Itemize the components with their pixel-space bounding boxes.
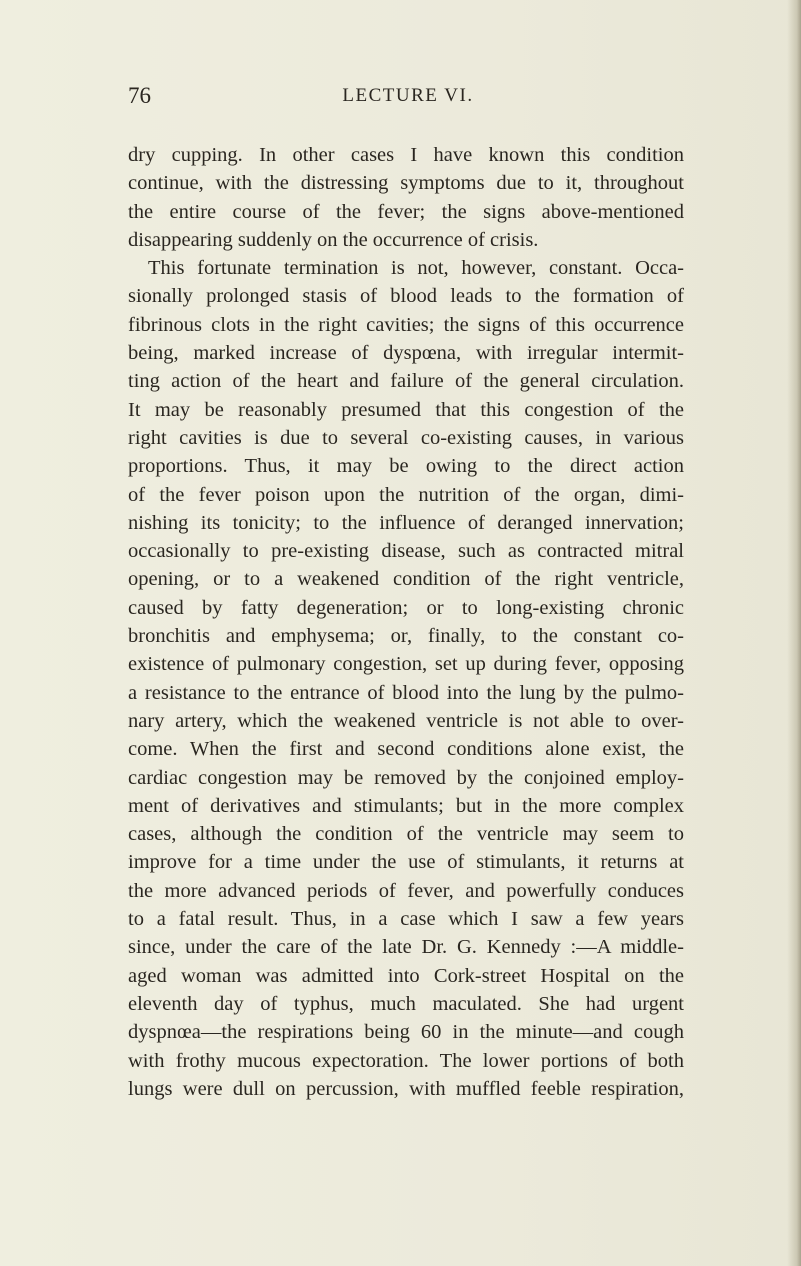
text-line: cardiac congestion may be removed by the conjoined employ- [128,766,684,789]
text-line: being, marked increase of dyspœna, with irregular intermit- [128,342,684,365]
text-line: opening, or to a weakened condition of the right ventricle, [128,568,684,591]
text-line: improve for a time under the use of stimulants, it returns at [128,851,684,874]
text-line: dry cupping. In other cases I have known this condition [128,144,684,166]
text-line: It may be reasonably presumed that this congestion of the [128,398,684,421]
text-line: nary artery, which the weakened ventricle is not able to over- [128,709,684,732]
running-head: LECTURE VI. [342,85,474,106]
text-line: of the fever poison upon the nutrition of the organ, dimi- [128,483,684,506]
text-line: to a fatal result. Thus, in a case which I saw a few years [128,908,684,931]
text-line: proportions. Thus, it may be owing to the direct action [128,455,684,478]
text-line: caused by fatty degeneration; or to long-existing chronic [128,596,684,619]
text-line: right cavities is due to several co-existing causes, in various [128,426,684,449]
text-line: lungs were dull on percussion, with muffled feeble respiration, [128,1077,684,1100]
page-header [128,83,688,113]
text-line: eleventh day of typhus, much maculated. She had urgent [128,992,684,1015]
text-line: the entire course of the fever; the signs above-mentioned [128,200,684,223]
text-line: with frothy mucous expectoration. The lower portions of both [128,1049,684,1072]
text-line: continue, with the distressing symptoms due to it, throughout [128,172,684,195]
text-line: aged woman was admitted into Cork-street Hospital on the [128,964,684,987]
text-line: This fortunate termination is not, however, constant. Occa- [148,257,684,280]
text-line: ting action of the heart and failure of the general circulation. [128,370,684,393]
text-line: bronchitis and emphysema; or, finally, to the constant co- [128,625,684,648]
text-line: fibrinous clots in the right cavities; the signs of this occurrence [128,313,684,336]
text-line: nishing its tonicity; to the influence of deranged innervation; [128,511,684,534]
text-line: come. When the first and second conditions alone exist, the [128,738,684,761]
page-number: 76 [128,83,151,108]
text-line: dyspnœa—the respirations being 60 in the minute—and cough [128,1021,684,1044]
text-line: ment of derivatives and stimulants; but in the more complex [128,794,684,817]
text-line: the more advanced periods of fever, and powerfully conduces [128,879,684,902]
text-line: cases, although the condition of the ventricle may seem to [128,823,684,846]
text-line: disappearing suddenly on the occurrence of crisis. [128,228,539,251]
text-line: existence of pulmonary congestion, set up during fever, opposing [128,653,684,676]
text-line: occasionally to pre-existing disease, such as contracted mitral [128,540,684,563]
text-line: sionally prolonged stasis of blood leads to the formation of [128,285,684,308]
text-line: a resistance to the entrance of blood into the lung by the pulmo- [128,681,684,704]
page-edge-shadow [787,0,801,1266]
body-text [128,141,684,1103]
text-line: since, under the care of the late Dr. G. Kennedy :—A middle- [128,936,684,959]
